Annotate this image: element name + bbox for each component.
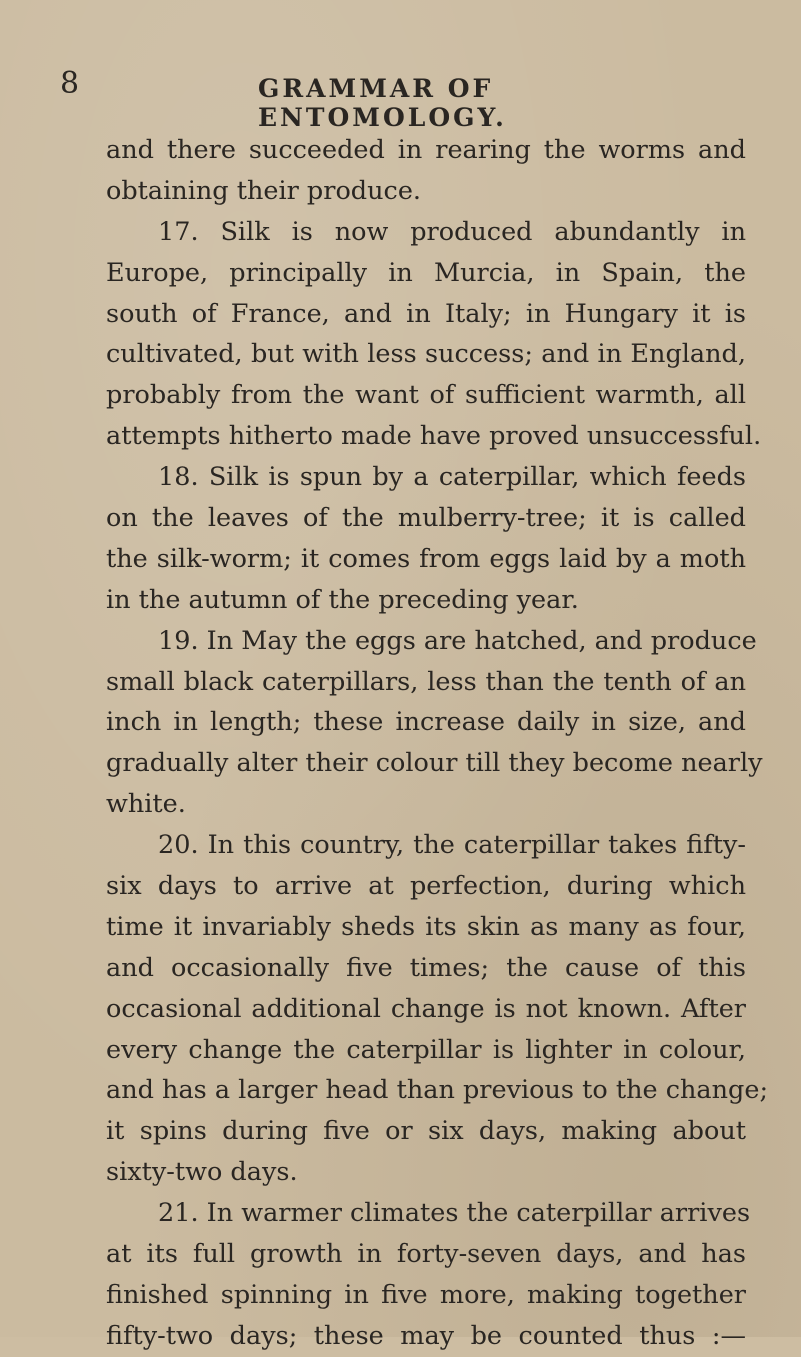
text-line: 18. Silk is spun by a caterpillar, which feeds — [158, 462, 746, 493]
text-line: cultivated, but with less success; and in England, — [106, 339, 746, 370]
text-line: sixty-two days. — [106, 1157, 298, 1188]
text-line: probably from the want of sufficient warmth, all — [106, 380, 746, 411]
text-line: fifty-two days; these may be counted thus :— — [106, 1320, 746, 1351]
text-line: every change the caterpillar is lighter in colour, — [106, 1034, 746, 1065]
text-line: the silk-worm; it comes from eggs laid by a moth — [106, 543, 746, 574]
text-line: and occasionally five times; the cause of this — [106, 952, 746, 983]
text-line: occasional additional change is not known. After — [106, 993, 746, 1024]
text-line: at its full growth in forty-seven days, and has — [106, 1239, 746, 1270]
text-line: on the leaves of the mulberry-tree; it is called — [106, 503, 746, 534]
text-line: inch in length; these increase daily in size, and — [106, 707, 746, 738]
text-line: finished spinning in five more, making together — [106, 1279, 746, 1310]
text-line: in the autumn of the preceding year. — [106, 584, 579, 615]
text-line: obtaining their produce. — [106, 175, 422, 206]
text-line: 20. In this country, the caterpillar takes fifty- — [158, 830, 746, 861]
text-line: Europe, principally in Murcia, in Spain, the — [106, 257, 746, 288]
running-header — [60, 66, 741, 132]
text-line: time it invariably sheds its skin as many as four, — [106, 911, 746, 942]
text-line: small black caterpillars, less than the tenth of an — [106, 666, 746, 697]
running-title: GRAMMAR OF ENTOMOLOGY. — [258, 74, 507, 132]
text-line: south of France, and in Italy; in Hungary it is — [106, 298, 746, 329]
text-line: 19. In May the eggs are hatched, and produce — [158, 625, 757, 656]
text-line: and there succeeded in rearing the worms and — [106, 135, 746, 165]
body-text — [106, 130, 769, 1357]
text-line: 17. Silk is now produced abundantly in — [158, 216, 746, 247]
text-line: and has a larger head than previous to the change; — [106, 1075, 769, 1106]
text-line: gradually alter their colour till they become nearly — [106, 748, 763, 779]
text-line: six days to arrive at perfection, during which — [106, 871, 746, 902]
text-line: white. — [106, 789, 186, 820]
text-line: it spins during five or six days, making about — [106, 1116, 746, 1147]
text-line: attempts hitherto made have proved unsuccessful. — [106, 421, 762, 452]
text-line: 21. In warmer climates the caterpillar arrives — [158, 1198, 751, 1229]
page-number: 8 — [60, 66, 81, 101]
